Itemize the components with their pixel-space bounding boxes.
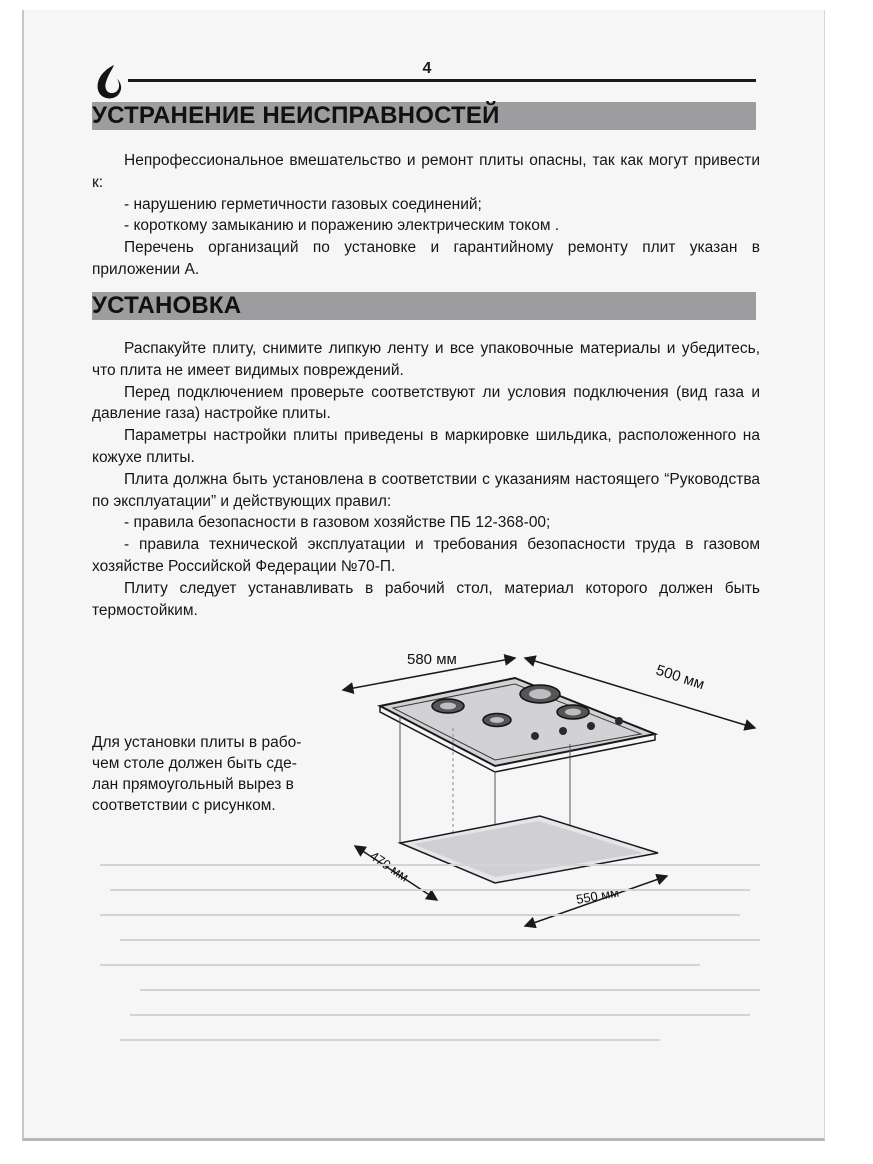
paragraph: Перечень организаций по установке и гарантийному ремонту плит указан в приложении А. xyxy=(92,239,760,278)
caption-line: Для установки плиты в рабо- xyxy=(92,734,302,751)
dimension-label-580: 580 мм xyxy=(407,651,457,668)
section-title-troubleshooting: УСТРАНЕНИЕ НЕИСПРАВНОСТЕЙ xyxy=(92,102,500,129)
list-item: - правила безопасности в газовом хозяйстве ПБ 12-368-00; xyxy=(124,514,551,532)
knob xyxy=(531,732,539,740)
dimension-label-500: 500 мм xyxy=(653,661,707,694)
dimension-label-550: 550 мм xyxy=(574,884,621,907)
burner-large xyxy=(520,685,560,703)
section-body-troubleshooting xyxy=(92,150,760,281)
section-body-installation xyxy=(92,338,760,621)
flame-logo-icon xyxy=(92,62,132,102)
paragraph: Распакуйте плиту, снимите липкую ленту и все упаковочные материалы и убедитесь, что плита не имеет видимых повреждений. xyxy=(92,340,760,379)
paragraph: Плиту следует устанавливать в рабочий стол, материал которого должен быть термостойким. xyxy=(92,579,760,619)
list-item: - короткому замыканию и поражению электрическим током . xyxy=(124,217,560,235)
list-item: - нарушению герметичности газовых соединений; xyxy=(124,195,482,213)
burner-small xyxy=(483,714,511,727)
paragraph: Непрофессиональное вмешательство и ремонт плиты опасны, так как могут привести к: xyxy=(92,152,760,191)
burner-left xyxy=(432,699,464,713)
figure-caption xyxy=(92,732,337,816)
bleed-through-texture xyxy=(100,845,770,1092)
caption-line: чем столе должен быть сде- xyxy=(92,755,297,772)
header-rule xyxy=(128,79,756,82)
dimension-label-470: 470 мм xyxy=(367,848,412,885)
knob xyxy=(615,717,623,725)
burner-right xyxy=(557,705,589,719)
section-title-installation: УСТАНОВКА xyxy=(92,292,242,319)
knob xyxy=(559,727,567,735)
page-number: 4 xyxy=(422,60,432,77)
list-item: - правила технической эксплуатации и требования безопасности труда в газовом хозяйстве Российской Федерации №70-П. xyxy=(92,536,760,575)
paragraph: Параметры настройки плиты приведены в маркировке шильдика, расположенного на кожухе плиты. xyxy=(92,427,760,466)
caption-line: лан прямоугольный вырез в xyxy=(92,776,294,793)
paragraph: Перед подключением проверьте соответствуют ли условия подключения (вид газа и давление газа) настройке плиты. xyxy=(92,383,760,423)
caption-line: соответствии с рисунком. xyxy=(92,797,276,814)
knob xyxy=(587,722,595,730)
paragraph: Плита должна быть установлена в соответствии с указаниям настоящего “Руководства по эксплуатации” и действующих правил: xyxy=(92,470,760,510)
